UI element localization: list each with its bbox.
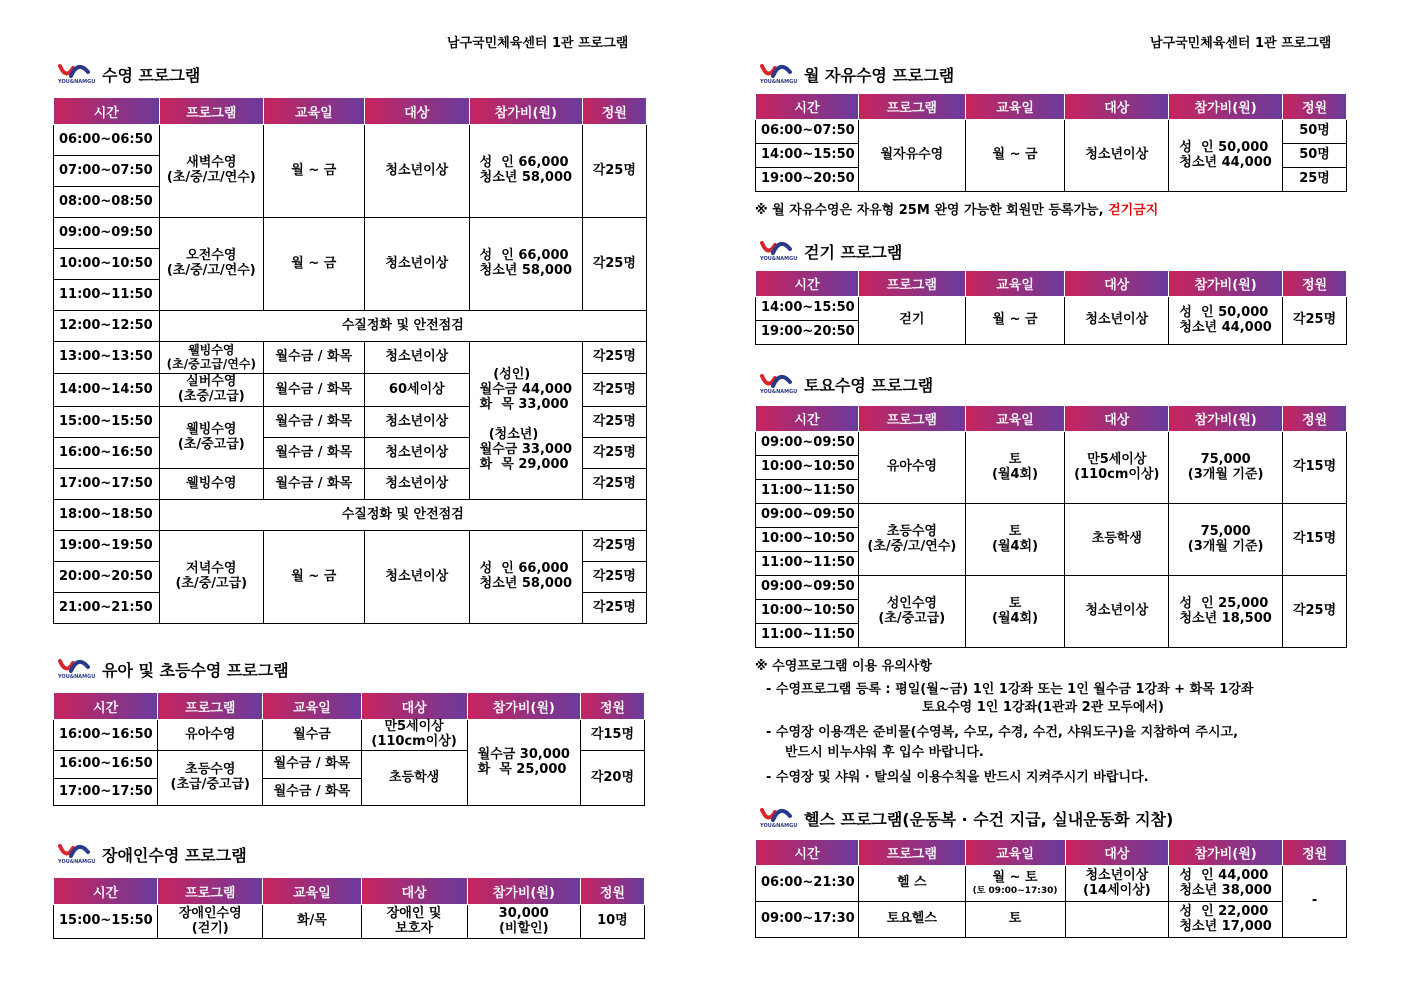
column-header: 교육일 xyxy=(965,840,1065,866)
time-cell: 06:00~21:30 xyxy=(756,866,859,902)
fee-text: 성 인 22,000 청소년 17,000 xyxy=(1179,903,1272,934)
table-cell: 60세이상 xyxy=(364,374,470,407)
table-cell: 각25명 xyxy=(582,438,646,469)
table-row xyxy=(756,297,1347,321)
time-cell: 17:00~17:50 xyxy=(54,469,160,500)
column-header: 시간 xyxy=(54,98,160,125)
table-cell: 각25명 xyxy=(582,593,646,624)
column-header: 프로그램 xyxy=(858,406,965,432)
table-cell: 걷기 xyxy=(858,297,965,345)
time-cell: 09:00~09:50 xyxy=(54,218,160,249)
table-cell: 월 ~ 금 xyxy=(965,120,1065,192)
table-cell: 각15명 xyxy=(580,720,644,751)
time-cell: 11:00~11:50 xyxy=(54,280,160,311)
column-header: 프로그램 xyxy=(158,693,263,720)
table-cell xyxy=(1169,902,1283,938)
table-cell: 청소년이상 xyxy=(364,125,470,218)
fee-text: 성 인 44,000 청소년 38,000 xyxy=(1179,867,1272,898)
table-cell: 수질정화 및 안전점검 xyxy=(159,500,646,531)
table-cell xyxy=(1169,120,1283,192)
time-cell: 14:00~15:50 xyxy=(756,297,859,321)
monthly-table xyxy=(755,93,1347,192)
column-header: 참가비(원) xyxy=(470,98,583,125)
kids-section-title: YOU&NAMGU 유아 및 초등수영 프로그램 xyxy=(58,657,289,681)
time-cell: 09:00~09:50 xyxy=(756,432,859,456)
table-header-row xyxy=(756,840,1347,866)
column-header: 교육일 xyxy=(965,94,1065,120)
table-cell: 월수금 / 화목 xyxy=(264,374,365,407)
table-cell: 월수금 / 화목 xyxy=(263,751,361,779)
time-cell: 19:00~19:50 xyxy=(54,531,160,562)
table-cell: 월 ~ 금 xyxy=(264,218,365,311)
time-cell: 11:00~11:50 xyxy=(756,624,859,648)
health-section-title: YOU&NAMGU 헬스 프로그램(운동복 · 수건 지급, 실내운동화 지참) xyxy=(760,806,1173,830)
column-header: 시간 xyxy=(54,878,158,905)
table-cell: 월 ~ 토 (토 09:00~17:30) xyxy=(965,866,1065,902)
column-header: 시간 xyxy=(756,406,859,432)
right-page-header: 남구국민체육센터 1관 프로그램 xyxy=(1150,36,1332,51)
table-row xyxy=(756,120,1347,144)
column-header: 참가비(원) xyxy=(1169,406,1283,432)
logo-text: YOU&NAMGU xyxy=(760,389,798,395)
logo-text: YOU&NAMGU xyxy=(58,859,96,865)
table-cell xyxy=(1169,866,1283,902)
column-header: 정원 xyxy=(580,693,644,720)
you-namgu-logo xyxy=(760,62,798,86)
fee-text: 성 인 66,000 청소년 58,000 xyxy=(479,155,573,185)
swim-table xyxy=(53,97,647,624)
table-cell: 50명 xyxy=(1283,120,1347,144)
logo-text: YOU&NAMGU xyxy=(58,674,96,680)
column-header: 대상 xyxy=(1065,94,1169,120)
table-cell: 웰빙수영 xyxy=(159,469,264,500)
you-namgu-logo xyxy=(760,372,798,396)
table-row xyxy=(54,905,645,939)
you-namgu-logo xyxy=(58,62,96,86)
table-cell: 각25명 xyxy=(582,374,646,407)
time-cell: 12:00~12:50 xyxy=(54,311,160,342)
table-cell: 각25명 xyxy=(582,531,646,562)
health-table xyxy=(755,839,1347,938)
time-cell: 15:00~15:50 xyxy=(54,905,158,939)
table-cell: 월수금 / 화목 xyxy=(263,779,361,806)
fee-text: 성 인 25,000 청소년 18,500 xyxy=(1179,595,1272,626)
note-line: - 수영장 이용객은 준비물(수영복, 수모, 수경, 수건, 샤워도구)을 지참하여 주시고, xyxy=(766,725,1239,740)
table-cell: 실버수영 (초중/고급) xyxy=(159,374,264,407)
column-header: 교육일 xyxy=(263,878,361,905)
table-cell: 월수금 / 화목 xyxy=(264,469,365,500)
monthly-section-title: YOU&NAMGU 월 자유수영 프로그램 xyxy=(760,62,954,86)
table-cell: 청소년이상 xyxy=(364,407,470,438)
column-header: 교육일 xyxy=(263,693,361,720)
time-cell: 15:00~15:50 xyxy=(54,407,160,438)
time-cell: 10:00~10:50 xyxy=(756,600,859,624)
table-row xyxy=(54,125,647,156)
column-header: 시간 xyxy=(756,271,859,297)
time-cell: 09:00~17:30 xyxy=(756,902,859,938)
table-cell: 장애인 및 보호자 xyxy=(361,905,467,939)
table-cell: 청소년이상 xyxy=(364,342,470,374)
column-header: 시간 xyxy=(756,840,859,866)
left-page-header: 남구국민체육센터 1관 프로그램 xyxy=(447,36,629,51)
column-header: 프로그램 xyxy=(159,98,264,125)
table-cell: 월수금 / 화목 xyxy=(264,407,365,438)
time-cell: 17:00~17:50 xyxy=(54,779,158,806)
table-row xyxy=(756,504,1347,528)
table-cell: 각25명 xyxy=(582,469,646,500)
fee-text: 월수금 30,000 화 목 25,000 xyxy=(477,746,570,777)
table-cell: 월 ~ 금 xyxy=(965,297,1065,345)
time-cell: 19:00~20:50 xyxy=(756,321,859,345)
column-header: 대상 xyxy=(1065,271,1169,297)
table-cell: 청소년이상 xyxy=(364,531,470,624)
table-row xyxy=(756,576,1347,600)
table-row xyxy=(756,902,1347,938)
table-cell xyxy=(470,342,583,500)
logo-text: YOU&NAMGU xyxy=(58,79,96,85)
note-line: 반드시 비누샤워 후 입수 바랍니다. xyxy=(785,745,984,760)
table-cell: 각25명 xyxy=(1283,576,1347,648)
table-cell: 유아수영 xyxy=(858,432,965,504)
fee-text: 성 인 66,000 청소년 58,000 xyxy=(479,561,573,591)
column-header: 정원 xyxy=(580,878,644,905)
column-header: 교육일 xyxy=(264,98,365,125)
table-cell: 월 ~ 금 xyxy=(264,125,365,218)
saturday-table xyxy=(755,405,1347,648)
time-cell: 07:00~07:50 xyxy=(54,156,160,187)
table-row xyxy=(54,342,647,374)
table-cell: 청소년이상 xyxy=(364,218,470,311)
time-cell: 08:00~08:50 xyxy=(54,187,160,218)
notes-title: ※ 수영프로그램 이용 유의사항 xyxy=(755,659,932,674)
time-cell: 14:00~15:50 xyxy=(756,144,859,168)
table-cell: 만5세이상 (110cm이상) xyxy=(1065,432,1169,504)
table-cell xyxy=(1169,297,1283,345)
table-cell: 각15명 xyxy=(1283,432,1347,504)
weekend-hours: (토 09:00~17:30) xyxy=(972,885,1058,896)
time-cell: 14:00~14:50 xyxy=(54,374,160,407)
table-cell: 장애인수영 (걷기) xyxy=(158,905,263,939)
table-cell: 청소년이상 xyxy=(1065,120,1169,192)
time-cell: 18:00~18:50 xyxy=(54,500,160,531)
time-cell: 10:00~10:50 xyxy=(756,456,859,480)
note-line: 토요수영 1인 1강좌(1관과 2관 모두에서) xyxy=(922,700,1164,715)
column-header: 정원 xyxy=(1283,271,1347,297)
table-row xyxy=(54,720,645,751)
column-header: 대상 xyxy=(361,693,467,720)
column-header: 정원 xyxy=(1283,94,1347,120)
column-header: 프로그램 xyxy=(858,271,965,297)
table-cell: 75,000 (3개월 기준) xyxy=(1169,504,1283,576)
table-cell: 10명 xyxy=(580,905,644,939)
fee-text: 성 인 50,000 청소년 44,000 xyxy=(1179,304,1272,335)
table-cell xyxy=(470,531,583,624)
table-row xyxy=(756,866,1347,902)
time-cell: 13:00~13:50 xyxy=(54,342,160,374)
table-cell: 초등학생 xyxy=(361,751,467,806)
time-cell: 11:00~11:50 xyxy=(756,552,859,576)
table-header-row xyxy=(756,406,1347,432)
table-cell: 각25명 xyxy=(582,218,646,311)
column-header: 교육일 xyxy=(965,271,1065,297)
column-header: 정원 xyxy=(1283,406,1347,432)
column-header: 프로그램 xyxy=(158,878,263,905)
table-cell xyxy=(470,125,583,218)
table-row xyxy=(54,500,647,531)
column-header: 정원 xyxy=(1283,840,1347,866)
time-cell: 19:00~20:50 xyxy=(756,168,859,192)
table-row xyxy=(54,531,647,562)
table-cell: 월수금 / 화목 xyxy=(264,438,365,469)
time-cell: 10:00~10:50 xyxy=(54,249,160,280)
column-header: 대상 xyxy=(1065,840,1169,866)
disabled-section-title: YOU&NAMGU 장애인수영 프로그램 xyxy=(58,842,247,866)
table-cell xyxy=(1169,576,1283,648)
column-header: 시간 xyxy=(54,693,158,720)
column-header: 참가비(원) xyxy=(467,878,580,905)
time-cell: 09:00~09:50 xyxy=(756,504,859,528)
column-header: 대상 xyxy=(361,878,467,905)
column-header: 시간 xyxy=(756,94,859,120)
table-header-row xyxy=(756,94,1347,120)
table-header-row xyxy=(756,271,1347,297)
swim-section-title: YOU&NAMGU 수영 프로그램 xyxy=(58,62,200,86)
table-cell: 수질정화 및 안전점검 xyxy=(159,311,646,342)
table-cell: 청소년이상 xyxy=(1065,297,1169,345)
column-header: 정원 xyxy=(582,98,646,125)
table-cell xyxy=(467,720,580,806)
table-cell: 각25명 xyxy=(1283,297,1347,345)
table-cell: 화/목 xyxy=(263,905,361,939)
table-cell: 토 (월4회) xyxy=(965,432,1065,504)
table-cell: 30,000 (비할인) xyxy=(467,905,580,939)
table-header-row xyxy=(54,98,647,125)
table-cell: 각15명 xyxy=(1283,504,1347,576)
table-cell xyxy=(1065,902,1169,938)
table-cell: 25명 xyxy=(1283,168,1347,192)
table-cell: 월 ~ 금 xyxy=(264,531,365,624)
note-line: - 수영프로그램 등록 : 평일(월~금) 1인 1강좌 또는 1인 월수금 1강좌 + 화목 1강좌 xyxy=(766,682,1254,697)
table-cell: 헬 스 xyxy=(858,866,965,902)
table-cell: 초등수영 (초급/중고급) xyxy=(158,751,263,806)
walk-section-title: YOU&NAMGU 걷기 프로그램 xyxy=(760,239,902,263)
disabled-table xyxy=(53,877,645,939)
table-cell: 성인수영 (초/중고급) xyxy=(858,576,965,648)
column-header: 프로그램 xyxy=(858,840,965,866)
table-cell: 청소년이상 (14세이상) xyxy=(1065,866,1169,902)
time-cell: 09:00~09:50 xyxy=(756,576,859,600)
walk-table xyxy=(755,270,1347,345)
time-cell: 11:00~11:50 xyxy=(756,480,859,504)
table-cell: 각25명 xyxy=(582,342,646,374)
column-header: 참가비(원) xyxy=(1169,94,1283,120)
table-cell: 초등학생 xyxy=(1065,504,1169,576)
time-cell: 21:00~21:50 xyxy=(54,593,160,624)
table-cell: 토요헬스 xyxy=(858,902,965,938)
table-cell: 월수금 xyxy=(263,720,361,751)
monthly-note: ※ 월 자유수영은 자유형 25M 완영 가능한 회원만 등록가능, 걷기금지 xyxy=(755,203,1159,218)
table-cell: 50명 xyxy=(1283,144,1347,168)
table-row xyxy=(756,432,1347,456)
you-namgu-logo xyxy=(760,239,798,263)
note-line: - 수영장 및 샤워 · 탈의실 이용수칙을 반드시 지켜주시기 바랍니다. xyxy=(766,770,1149,785)
table-cell: 토 xyxy=(965,902,1065,938)
fee-text: 성 인 50,000 청소년 44,000 xyxy=(1179,139,1272,170)
table-header-row xyxy=(54,878,645,905)
you-namgu-logo xyxy=(58,842,96,866)
saturday-section-title: YOU&NAMGU 토요수영 프로그램 xyxy=(760,372,933,396)
table-cell: 웰빙수영 (초/중고급) xyxy=(159,407,264,469)
table-header-row xyxy=(54,693,645,720)
table-row xyxy=(54,311,647,342)
table-cell: 웰빙수영 (초/중고급/연수) xyxy=(159,342,264,374)
column-header: 참가비(원) xyxy=(467,693,580,720)
kids-table xyxy=(53,692,645,806)
table-cell: 만5세이상 (110cm이상) xyxy=(361,720,467,751)
time-cell: 16:00~16:50 xyxy=(54,720,158,751)
you-namgu-logo xyxy=(760,806,798,830)
table-cell: 각25명 xyxy=(582,407,646,438)
time-cell: 10:00~10:50 xyxy=(756,528,859,552)
column-header: 참가비(원) xyxy=(1169,271,1283,297)
column-header: 대상 xyxy=(364,98,470,125)
table-cell: 새벽수영 (초/중/고/연수) xyxy=(159,125,264,218)
table-cell: 각25명 xyxy=(582,125,646,218)
you-namgu-logo xyxy=(58,657,96,681)
walking-prohibited: 걷기금지 xyxy=(1108,203,1159,218)
time-cell: 06:00~07:50 xyxy=(756,120,859,144)
table-cell: 월자유수영 xyxy=(858,120,965,192)
table-cell: - xyxy=(1283,866,1347,938)
fee-text: 성 인 66,000 청소년 58,000 xyxy=(479,248,573,278)
logo-text: YOU&NAMGU xyxy=(760,256,798,262)
time-cell: 16:00~16:50 xyxy=(54,751,158,779)
logo-text: YOU&NAMGU xyxy=(760,79,798,85)
table-cell: 각25명 xyxy=(582,562,646,593)
table-cell: 청소년이상 xyxy=(364,469,470,500)
column-header: 프로그램 xyxy=(858,94,965,120)
table-cell: 저녁수영 (초/중/고급) xyxy=(159,531,264,624)
table-cell: 초등수영 (초/중/고/연수) xyxy=(858,504,965,576)
table-cell: 각20명 xyxy=(580,751,644,806)
table-cell: 오전수영 (초/중/고/연수) xyxy=(159,218,264,311)
table-cell xyxy=(470,218,583,311)
column-header: 대상 xyxy=(1065,406,1169,432)
time-cell: 20:00~20:50 xyxy=(54,562,160,593)
fee-text: (성인) 월수금 44,000 화 목 33,000 (청소년) 월수금 33,000 화 목 29,000 xyxy=(479,367,573,472)
table-cell: 75,000 (3개월 기준) xyxy=(1169,432,1283,504)
logo-text: YOU&NAMGU xyxy=(760,823,798,829)
table-cell: 유아수영 xyxy=(158,720,263,751)
time-cell: 06:00~06:50 xyxy=(54,125,160,156)
table-cell: 토 (월4회) xyxy=(965,576,1065,648)
table-cell: 청소년이상 xyxy=(364,438,470,469)
column-header: 참가비(원) xyxy=(1169,840,1283,866)
table-cell: 청소년이상 xyxy=(1065,576,1169,648)
column-header: 교육일 xyxy=(965,406,1065,432)
table-cell: 월수금 / 화목 xyxy=(264,342,365,374)
table-cell: 토 (월4회) xyxy=(965,504,1065,576)
table-row xyxy=(54,218,647,249)
time-cell: 16:00~16:50 xyxy=(54,438,160,469)
